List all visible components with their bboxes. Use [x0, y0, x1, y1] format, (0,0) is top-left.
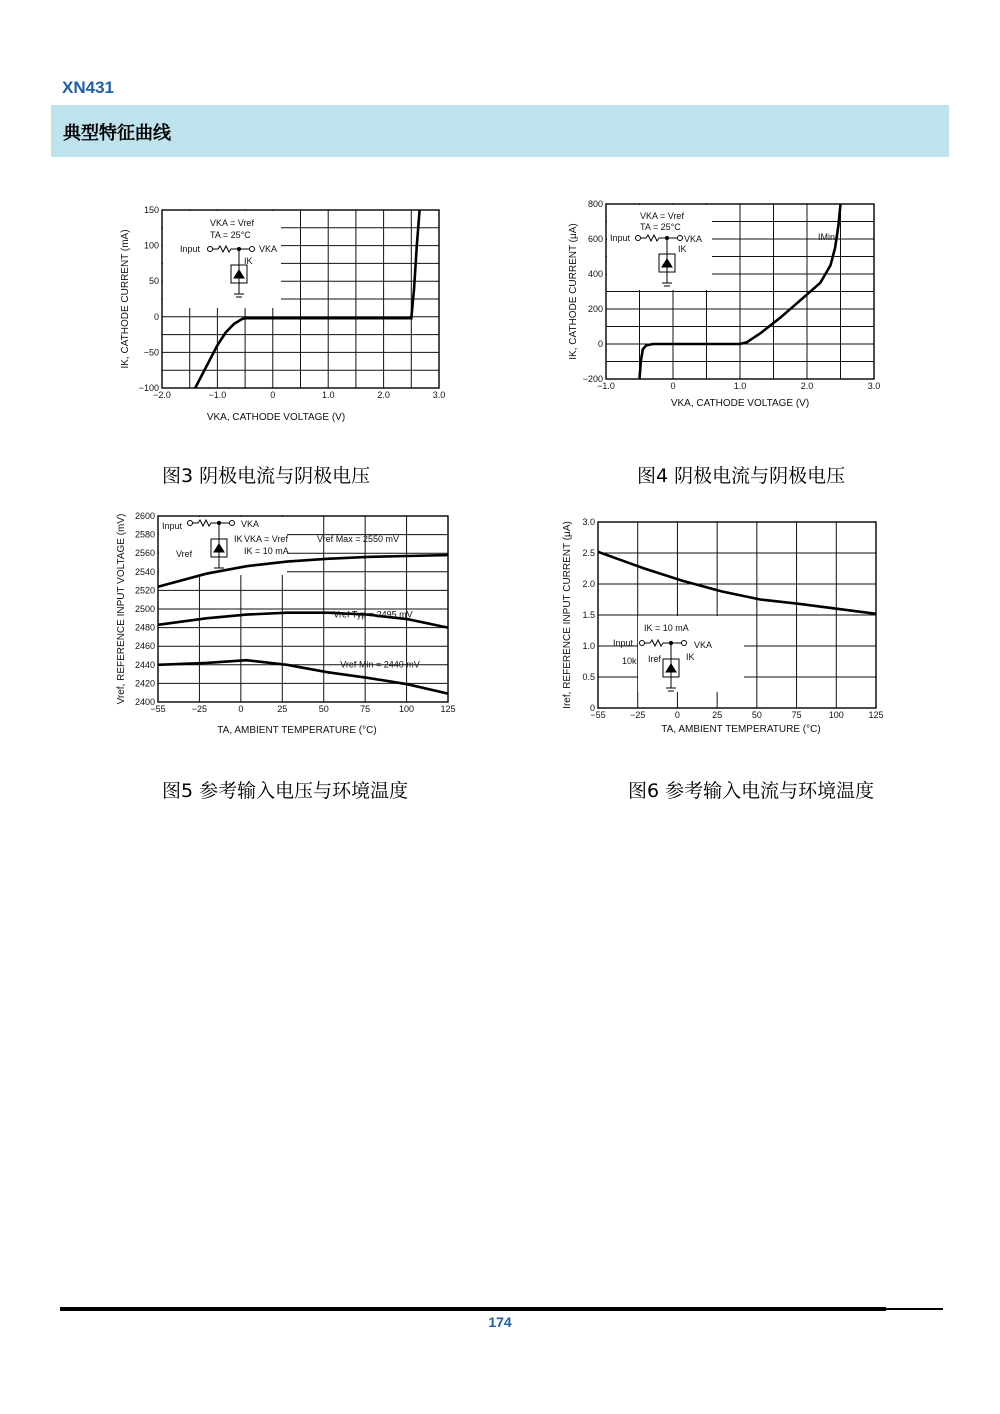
y-tick-label: −50	[143, 347, 159, 358]
y-tick-label: −100	[138, 383, 159, 393]
y-tick-label: 2540	[134, 566, 155, 577]
x-axis-label: TA, AMBIENT TEMPERATURE (°C)	[217, 725, 377, 736]
inset-vka-label: VKA	[259, 244, 278, 254]
y-tick-label: 600	[587, 234, 603, 244]
x-tick-label: 3.0	[432, 390, 446, 400]
x-tick-label: 1.0	[733, 381, 747, 391]
y-tick-label: 2420	[134, 678, 155, 689]
y-tick-label: −200	[582, 374, 603, 384]
y-tick-label: 1.0	[582, 641, 595, 651]
x-tick-label: 0	[674, 710, 680, 720]
inset-input-label: Input	[610, 233, 631, 243]
node-dot	[669, 641, 672, 644]
y-tick-label: 800	[587, 199, 603, 209]
y-tick-label: 2580	[134, 529, 155, 540]
y-tick-label: 200	[587, 304, 603, 314]
inset-input-label: Input	[162, 521, 183, 531]
x-tick-label: −1.0	[208, 390, 227, 400]
y-tick-label: 2.0	[582, 579, 595, 589]
y-tick-label: 400	[587, 269, 603, 279]
caption-fig6: 图6 参考输入电流与环境温度	[628, 780, 875, 802]
x-tick-label: 0	[270, 390, 276, 400]
y-axis-label: IK, CATHODE CURRENT (mA)	[120, 229, 131, 369]
inset-ik-label: IK	[234, 534, 243, 544]
inset-condition-2: TA = 25°C	[640, 222, 681, 232]
x-tick-label: 1.0	[321, 390, 335, 400]
chart-fig6	[558, 510, 898, 742]
inset-ik-label: IK	[686, 652, 695, 662]
part-number: XN431	[62, 78, 114, 97]
y-tick-label: 150	[143, 205, 159, 215]
inset-input-label: Input	[613, 638, 634, 648]
x-tick-label: −25	[630, 710, 646, 720]
footer-rule-thin	[886, 1308, 943, 1310]
x-tick-label: 100	[399, 704, 415, 714]
inset-ik-label: IK	[678, 244, 687, 254]
imin-annotation: IMin	[818, 232, 836, 242]
x-axis-label: VKA, CATHODE VOLTAGE (V)	[206, 412, 346, 423]
node-dot	[237, 247, 240, 250]
x-tick-label: 75	[791, 710, 802, 720]
page-number: 174	[488, 1314, 512, 1330]
x-axis-label: VKA, CATHODE VOLTAGE (V)	[670, 398, 810, 409]
x-tick-label: −2.0	[153, 390, 171, 400]
x-tick-label: 3.0	[867, 381, 881, 391]
x-tick-label: −55	[150, 704, 166, 714]
inset-vka-label: VKA	[694, 640, 713, 650]
inset-resistor-label: 10k	[622, 656, 637, 666]
inset-condition-1: VKA = Vref	[210, 218, 254, 228]
chart-fig5	[110, 505, 465, 745]
x-tick-label: 100	[828, 710, 844, 720]
series-label: Vref Max = 2550 mV	[317, 534, 399, 545]
x-tick-label: 25	[712, 710, 723, 720]
x-tick-label: 125	[868, 710, 884, 720]
caption-fig4: 图4 阴极电流与阴极电压	[637, 465, 846, 487]
footer-rule	[60, 1307, 886, 1311]
node-dot	[217, 521, 220, 524]
chart-fig4	[560, 192, 900, 417]
inset-vka-label: VKA	[684, 234, 703, 244]
y-tick-label: 1.5	[582, 610, 595, 620]
y-tick-label: 2500	[134, 604, 155, 614]
y-tick-label: 2520	[134, 585, 155, 596]
node-dot	[665, 236, 668, 239]
caption-fig5: 图5 参考输入电压与环境温度	[162, 780, 409, 802]
inset-input-label: Input	[180, 244, 201, 254]
x-tick-label: 75	[360, 704, 371, 714]
x-tick-label: 0	[670, 381, 676, 391]
section-banner	[51, 105, 949, 157]
y-tick-label: 2600	[134, 511, 155, 521]
x-tick-label: 25	[277, 704, 288, 714]
y-axis-label: Vref, REFERENCE INPUT VOLTAGE (mV)	[116, 513, 127, 705]
y-axis-label: IK, CATHODE CURRENT (μA)	[568, 223, 579, 360]
x-tick-label: −25	[191, 704, 208, 714]
x-tick-label: 0	[238, 704, 244, 714]
series-label: Vref Typ = 2495 mV	[333, 609, 413, 620]
caption-fig3: 图3 阴极电流与阴极电压	[162, 465, 371, 487]
series-label: Vref Min = 2440 mV	[340, 659, 420, 670]
y-tick-label: 2480	[134, 622, 155, 633]
x-tick-label: −1.0	[597, 381, 615, 391]
y-tick-label: 2440	[134, 659, 155, 670]
y-tick-label: 2400	[134, 697, 155, 707]
x-tick-label: 2.0	[377, 390, 390, 400]
y-tick-label: 0	[153, 311, 159, 322]
x-tick-label: 2.0	[800, 381, 814, 391]
inset-condition-1: VKA = Vref	[244, 534, 288, 544]
y-tick-label: 2.5	[582, 548, 595, 558]
y-tick-label: 0	[597, 339, 603, 349]
inset-ik-label: IK	[244, 256, 253, 266]
series-line	[598, 552, 876, 614]
y-tick-label: 0.5	[582, 672, 595, 682]
x-tick-label: 50	[318, 704, 329, 714]
x-axis-label: TA, AMBIENT TEMPERATURE (°C)	[661, 724, 821, 735]
y-tick-label: 50	[148, 276, 159, 287]
x-tick-label: 125	[440, 704, 456, 714]
inset-condition-2: TA = 25°C	[210, 230, 251, 240]
x-tick-label: 50	[751, 710, 762, 720]
inset-condition-1: VKA = Vref	[640, 211, 684, 221]
inset-condition-2: IK = 10 mA	[244, 546, 289, 556]
inset-condition-1: IK = 10 mA	[644, 623, 689, 633]
y-tick-label: 0	[589, 703, 595, 713]
inset-vref-label: Vref	[176, 549, 193, 559]
inset-vka-label: VKA	[241, 519, 260, 529]
inset-iref-label: Iref	[648, 654, 662, 664]
y-tick-label: 100	[143, 240, 159, 251]
section-title: 典型特征曲线	[63, 123, 171, 144]
x-tick-label: −55	[590, 710, 606, 720]
y-axis-label: Iref, REFERENCE INPUT CURRENT (μA)	[562, 521, 573, 709]
y-tick-label: 2460	[134, 641, 155, 652]
y-tick-label: 3.0	[582, 517, 595, 527]
y-tick-label: 2560	[134, 548, 155, 559]
chart-fig3	[112, 196, 462, 426]
